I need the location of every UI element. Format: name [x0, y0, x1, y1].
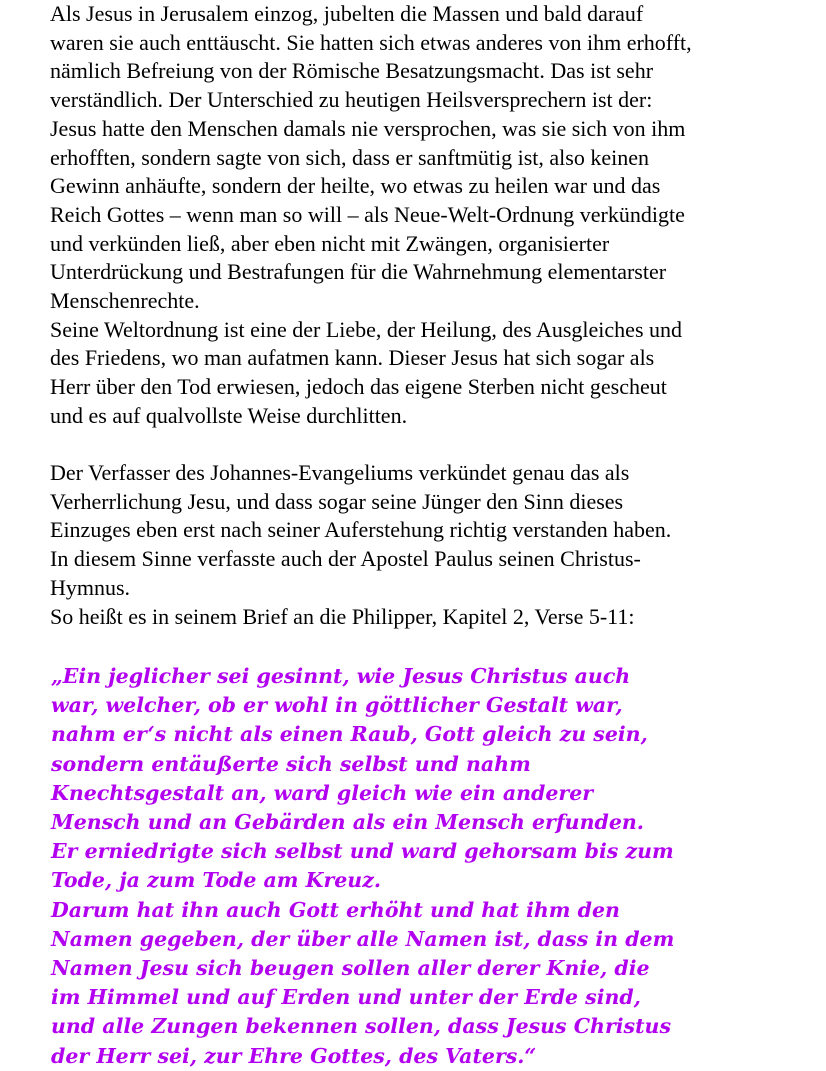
quote-line: Namen gegeben, der über alle Namen ist, dass in dem — [51, 926, 675, 951]
quote-philipper — [51, 662, 821, 1071]
text-line: Herr über den Tod erwiesen, jedoch das eigene Sterben nicht gescheut — [50, 374, 667, 400]
text-line: Als Jesus in Jerusalem einzog, jubelten die Massen und bald darauf — [50, 1, 644, 26]
text-line: verständlich. Der Unterschied zu heutigen Heilsversprechern ist der: — [50, 87, 653, 113]
text-line: Hymnus. — [50, 574, 131, 600]
text-line: So heißt es in seinem Brief an die Philipper, Kapitel 2, Verse 5-11: — [50, 603, 635, 629]
quote-line: war, welcher, ob er wohl in göttlicher Gestalt war, — [51, 693, 623, 718]
text-line: waren sie auch enttäuscht. Sie hatten sich etwas anderes von ihm erhofft, — [50, 29, 692, 55]
text-line: Seine Weltordnung ist eine der Liebe, der Heilung, des Ausgleiches und — [50, 316, 683, 342]
text-line: Gewinn anhäufte, sondern der heilte, wo etwas zu heilen war und das — [50, 173, 661, 199]
text-line: des Friedens, wo man aufatmen kann. Dieser Jesus hat sich sogar als — [50, 345, 655, 371]
quote-line: Darum hat ihn auch Gott erhöht und hat ihm den — [51, 897, 620, 922]
quote-line: nahm er‘s nicht als einen Raub, Gott gleich zu sein, — [51, 722, 648, 747]
text-line: erhofften, sondern sagte von sich, dass er sanftmütig ist, also keinen — [50, 144, 649, 170]
quote-line: Mensch und an Gebärden als ein Mensch erfunden. — [51, 810, 644, 835]
text-line: Menschenrechte. — [50, 288, 200, 314]
text-line: In diesem Sinne verfasste auch der Apostel Paulus seinen Christus- — [50, 546, 641, 572]
text-line: und es auf qualvollste Weise durchlitten. — [50, 402, 408, 428]
text-line: Reich Gottes – wenn man so will – als Neue-Welt-Ordnung verkündigte — [50, 201, 685, 227]
quote-line: im Himmel und auf Erden und unter der Erde sind, — [51, 985, 641, 1010]
quote-line: und alle Zungen bekennen sollen, dass Jesus Christus — [51, 1014, 672, 1039]
paragraph-johannes-evangelium — [50, 459, 790, 631]
text-line: Unterdrückung und Bestrafungen für die Wahrnehmung elementarster — [50, 259, 667, 285]
text-line: Verherrlichung Jesu, und dass sogar seine Jünger den Sinn dieses — [50, 488, 624, 514]
text-line: Der Verfasser des Johannes-Evangeliums verkündet genau das als — [50, 460, 630, 485]
quote-line: Er erniedrigte sich selbst und ward gehorsam bis zum — [51, 839, 674, 864]
paragraph-entry-jerusalem — [50, 0, 790, 431]
text-line: Jesus hatte den Menschen damals nie versprochen, was sie sich von ihm — [50, 115, 686, 141]
quote-line: Knechtsgestalt an, ward gleich wie ein anderer — [51, 780, 594, 805]
text-line: Einzuges eben erst nach seiner Auferstehung richtig verstanden haben. — [50, 517, 672, 543]
text-line: und verkünden ließ, aber eben nicht mit Zwängen, organisierter — [50, 230, 610, 256]
quote-line: Tode, ja zum Tode am Kreuz. — [51, 868, 381, 893]
text-line: nämlich Befreiung von der Römische Besatzungsmacht. Das ist sehr — [50, 58, 654, 84]
quote-line: „Ein jeglicher sei gesinnt, wie Jesus Christus auch — [51, 664, 631, 688]
quote-line: der Herr sei, zur Ehre Gottes, des Vaters.“ — [51, 1043, 537, 1068]
quote-line: Namen Jesu sich beugen sollen aller derer Knie, die — [51, 956, 650, 981]
quote-line: sondern entäußerte sich selbst und nahm — [51, 751, 531, 776]
